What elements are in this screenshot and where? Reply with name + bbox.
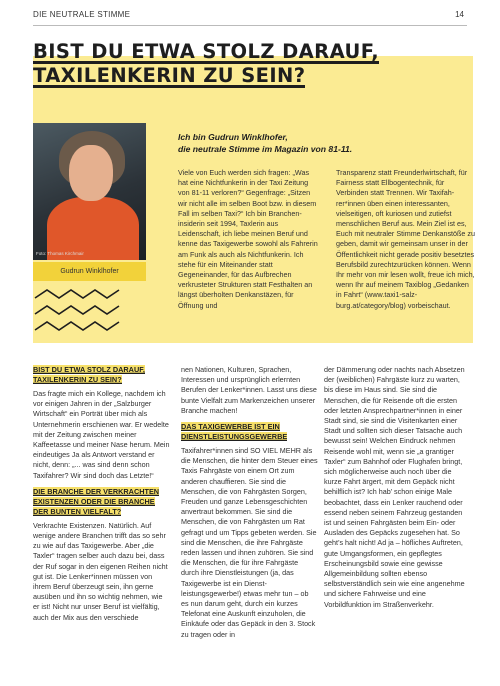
author-photo xyxy=(33,123,146,260)
section-heading-3-text: DAS TAXIGEWERBE IST EIN DIENSTLEISTUNGSGEWERBE xyxy=(181,422,288,442)
feature-intro xyxy=(178,132,448,155)
feature-headline xyxy=(33,40,473,88)
photo-face xyxy=(69,145,113,201)
article-column-2 xyxy=(181,365,318,646)
section-heading-1 xyxy=(33,365,170,385)
article-column-1 xyxy=(33,365,170,629)
feature-box xyxy=(33,40,476,343)
running-title: DIE NEUTRALE STIMME xyxy=(33,10,131,19)
intro-line-1: Ich bin Gudrun Winklhofer, xyxy=(178,132,288,142)
header-divider xyxy=(33,25,467,26)
intro-line-2: die neutrale Stimme im Magazin von 81-11. xyxy=(178,143,353,154)
squiggle-decoration-icon xyxy=(33,288,123,338)
article-column-3 xyxy=(324,365,468,616)
section-heading-1-text: BIST DU ETWA STOLZ DARAUF, TAXILENKERIN ZU SEIN? xyxy=(33,365,145,384)
feature-text-left: Viele von Euch werden sich fragen: „Was hat eine Nichtfunkerin in der Taxi Zeitung von 81-11 verloren?“ Gegenfrage: „Sitzen wir nicht alle im selben Boot bzw. in diesem Fall im selben Taxi?“ Ich bin Brancheninsiderin seit 1994, Taxlerin aus Leidenschaft, ich liebe meinen Beruf und kenne das Taxigewerbe sowohl als Fahrerin am Funk als auch als Nichtfunkerin. Ich stehe für ein Miteinander statt Gegeneinander, für das Aufbrechen verkrusteter Strukturen statt Festhalten an längst überholten Denkanstäzen, für Öffnung und xyxy=(178,168,318,310)
article-paragraph-3: nen Nationen, Kulturen, Sprachen, Interessen und ursprünglich erlernten Berufen der Lenker*innen. Lasst uns diese bunte Vielfalt zum Markenzeichen unserer Branche machen! xyxy=(181,365,317,415)
article-paragraph-4: Taxifahrer*innen sind SO VIEL MEHR als die Menschen, die hinter dem Steuer eines Taxis Fahrgäste von einem Ort zum anderen chauffieren. Sie sind die Menschen, die von Fahrgästen Sorgen, Freuden und ganze Lebensgeschichten anvertraut bekommen. Sie sind die Menschen, die von Fahrgästen um Rat gefragt und um Tipps gebeten werden. Sie sind die Menschen, die ihre Fahrgäste reden lassen und ihnen zuhören. Sie sind die Menschen, die für ihre Fahrgäste durch ihre Dienstleistungen (ja, das Taxigewerbe ist ein Dienstleistungsgewerbe!) etwas mehr tun – ob es nun darum geht, durch ein kurzes Telefonat eine Auskunft einzuholen, die Einkäufe oder das Gepäck in den 3. Stock zu tragen oder in xyxy=(181,446,318,639)
photo-credit: Foto: Thomas Kirchmair xyxy=(36,251,84,256)
article-paragraph-2: Verkrachte Existenzen. Natürlich. Auf wenige andere Branchen trifft das so sehr zu wie auf das Taxigewerbe. Aber „die Taxler“ tragen selber auch dazu bei, dass der Ruf sogar in den eigenen Reihen nicht gut ist. Die Lenker*innen müssen von ihrem Beruf überzeugt sein, ihn gerne ausüben und ihn so wichtig nehmen, wie er ist! Nicht nur unser Beruf ist vielfältig, auch der Mix aus den verschiede xyxy=(33,520,168,622)
photo-caption: Gudrun Winklhofer xyxy=(33,262,146,281)
section-heading-2 xyxy=(33,487,170,517)
article-paragraph-1: Das fragte mich ein Kollege, nachdem ich vor einigen Jahren in der „Salzburger Wirtschaft“ ein Porträt über mich als Unternehmerin erschienen war. Er wedelte mit der Zeitung zwischen meiner Kaffeetasse und meiner Nase herum. Mein eindeutiges Ja als Antwort verstand er nicht, denn: „... was sind denn schon Taxifahrer? Wir sind doch das Letzte!“ xyxy=(33,389,170,480)
page-number: 14 xyxy=(455,10,464,19)
headline-line-1: BIST DU ETWA STOLZ DARAUF, xyxy=(33,40,380,63)
feature-text-right: Transparenz statt Freunderlwirtschaft, für Fairness statt Ellbogentechnik, für Verbinden statt Trennen. Wir Taxifahrer*innen üben einen interessanten, vielseitigen, oft kuriosen und zutiefst menschlichen Beruf aus. Mein Ziel ist es, Euch mit neutraler Stimme Denkanstöße zu geben, damit wir gemeinsam unser in der Öffentlichkeit nicht gerade positiv besetztes Berufsbild zurechtzurücken können. Wenn Ihr mehr von mir lesen wollt, freue ich mich, wenn Ihr auf meinem Taxiblog „Gedanken in Fahrt“ (www.taxi1-salzburg.at/category/blog) vorbeischaut. xyxy=(336,168,476,310)
section-heading-2-text: DIE BRANCHE DER VERKRACHTEN EXISTENZEN ODER DIE BRANCHE DER BUNTEN VIELFALT? xyxy=(33,486,160,516)
section-heading-3 xyxy=(181,422,318,442)
article-paragraph-5: der Dämmerung oder nachts nach Absetzen der (weiblichen) Fahrgäste kurz zu warten, bis diese im Haus sind. Sie sind die Menschen, die für Reisende oft die ersten oder letzten Ansprechpartner*innen in einer Stadt sind, sie sind die Visitenkarten einer Stadt und sollten sich dieser Tatsache auch bewusst sein! Welchen Eindruck nehmen Reisende wohl mit, wenn sie „a grantiger Taxler“ zum Bahnhof oder Flughafen bringt, sich möglicherweise auch noch über die kurze Fahrt ärgert, mit dem Gepäck nicht behilflich ist? Ich hab’ schon einige Male beobachtet, dass ein Lenker rauchend oder essend neben seinem Fahrzeug gestanden ist und seinen Fahrgästen beim Ein- oder Ausladen des Gepäcks zugesehen hat. So geht’s halt nicht! Ad ja – höfliches Auftreten, gute Umgangsformen, ein gepflegtes Erscheinungsbild sowie eine gewisse Allgemeinbildung sollten ebenso selbstverständlich sein wie eine angenehme und sichere Fahrweise und eine Vorbildfunktion im Straßenverkehr. xyxy=(324,365,465,609)
headline-line-2: TAXILENKERIN ZU SEIN? xyxy=(33,64,306,87)
